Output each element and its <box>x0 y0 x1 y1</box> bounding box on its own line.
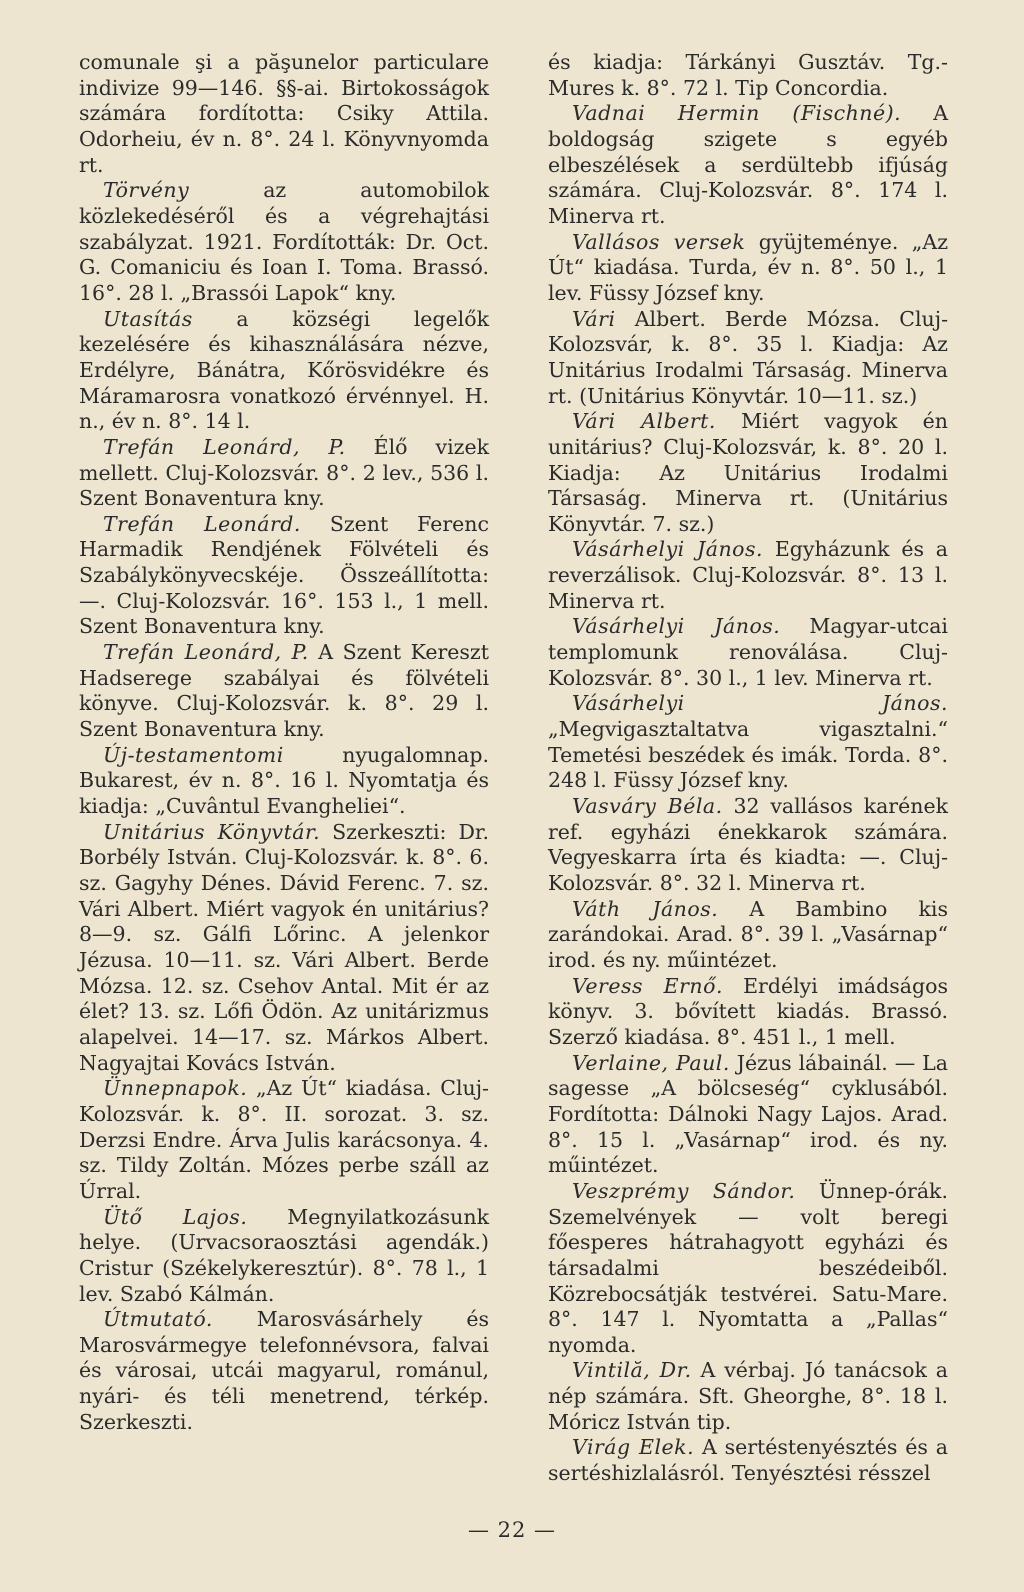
bibliography-entry <box>79 640 489 743</box>
entry-text: Magyar-utcai templomunk renoválása. Cluj-Kolozsvár. 8°. 30 l., 1 lev. Minerva rt. <box>548 614 948 690</box>
bibliography-entry <box>79 1307 489 1435</box>
entry-heading: Vári Albert. <box>572 409 716 434</box>
bibliography-entry <box>79 50 489 178</box>
entry-heading: Vallásos versek <box>572 229 746 254</box>
entry-text: A sertéstenyésztés és a sertéshizlalásról. Tenyésztési résszel <box>548 1435 948 1486</box>
entry-text: „Az Út“ kiadása. Cluj-Kolozsvár. k. 8°. II. sorozat. 3. sz. Derzsi Endre. Árva Julis karácsonya. 4. sz. Tildy Zoltán. Mózes perbe száll az Úrral. <box>79 1076 489 1203</box>
entry-text: Megnyilatkozásunk helye. (Urvacsoraosztási agendák.) Cristur (Székelykeresztúr). 8°. 78 l., 1 lev. Szabó Kálmán. <box>79 1204 489 1306</box>
entry-text: A Szent Kereszt Hadserege szabályai és fölvételi könyve. Cluj-Kolozsvár. k. 8°. 29 l. Szent Bonaventura kny. <box>79 640 489 742</box>
entry-heading: Verlaine, Paul. <box>572 1050 730 1075</box>
bibliography-entry <box>548 1358 948 1435</box>
bibliography-entry <box>548 1435 948 1486</box>
entry-heading: Trefán Leonárd, P. <box>103 640 309 665</box>
entry-heading: Veress Ernő. <box>572 973 723 998</box>
entry-heading: Új-testamentomi <box>103 742 284 767</box>
bibliography-entry <box>548 794 948 897</box>
entry-text: comunale şi a păşunelor particulare indivize 99—146. §§-ai. Birtokosságok számára fordította: Csiky Attila. Odorheiu, év n. 8°. 24 l. Könyvnyomda rt. <box>79 50 489 177</box>
entry-text: az automobilok közlekedéséről és a végrehajtási szabályzat. 1921. Fordították: Dr. Oct. G. Comaniciu és Ioan I. Toma. Brassó. 16°. 28 l. „Brassói Lapok“ kny. <box>79 178 489 305</box>
entry-heading: Ütő Lajos. <box>103 1204 248 1229</box>
bibliography-entry <box>79 743 489 820</box>
entry-heading: Vásárhelyi János. <box>572 691 948 716</box>
entry-text: Marosvásárhely és Marosvármegye telefonnévsora, falvai és városai, utcái magyarul, románul, nyári- és téli menetrend, térkép. Szerkeszti. <box>79 1307 489 1434</box>
entry-heading: Utasítás <box>103 306 193 331</box>
entry-text: Miért vagyok én unitárius? Cluj-Kolozsvár, k. 8°. 20 l. Kiadja: Az Unitárius Irodalmi Társaság. Minerva rt. (Unitárius Könyvtár. 7. sz.) <box>548 409 948 536</box>
bibliography-entry <box>79 1076 489 1204</box>
entry-heading: Törvény <box>103 178 190 203</box>
entry-text: 32 vallásos karének ref. egyházi énekkarok számára. Vegyeskarra írta és kiadta: —. Cluj-Kolozsvár. 8°. 32 l. Minerva rt. <box>548 794 948 895</box>
bibliography-entry <box>548 230 948 307</box>
entry-text: és kiadja: Tárkányi Gusztáv. Tg.-Mures k. 8°. 72 l. Tip Concordia. <box>548 50 948 100</box>
entry-text: Egyházunk és a reverzálisok. Cluj-Kolozsvár. 8°. 13 l. Minerva rt. <box>548 537 948 613</box>
bibliography-entry <box>548 409 948 537</box>
bibliography-entry <box>548 101 948 229</box>
entry-heading: Vintilă, Dr. <box>572 1358 692 1383</box>
bibliography-entry <box>548 307 948 410</box>
entry-text: Ünnep-órák. Szemelvények — volt beregi főesperes hátrahagyott egyházi és társadalmi beszédeiből. Közrebocsátják testvérei. Satu-Mare. 8°. 147 l. Nyomtatta a „Pallas“ nyomda. <box>548 1178 948 1357</box>
bibliography-entry <box>548 537 948 614</box>
entry-text: nyugalomnap. Bukarest, év n. 8°. 16 l. Nyomtatja és kiadja: „Cuvântul Evangheliei“. <box>79 742 489 819</box>
entry-text: Élő vizek mellett. Cluj-Kolozsvár. 8°. 2 lev., 536 l. Szent Bonaventura kny. <box>79 434 489 511</box>
page-number: — 22 — <box>467 1518 557 1542</box>
entry-text: Szerkeszti: Dr. Borbély István. Cluj-Kolozsvár. k. 8°. 6. sz. Gagyhy Dénes. Dávid Ferenc. 7. sz. Vári Albert. Miért vagyok én unitárius? 8—9. sz. Gálfi Lőrinc. A jelenkor Jézusa. 10—11. sz. Vári Albert. Berde Mózsa. 12. sz. Csehov Antal. Mit ér az élet? 13. sz. Lőfi Ödön. Az unitárizmus alapelvei. 14—17. sz. Márkos Albert. Nagyajtai Kovács István. <box>79 819 489 1075</box>
right-column <box>548 50 948 1487</box>
entry-heading: Virág Elek. <box>572 1435 695 1460</box>
bibliography-entry <box>79 307 489 435</box>
entry-heading: Vásárhelyi János. <box>572 537 764 562</box>
entry-text: Erdélyi imádságos könyv. 3. bővített kiadás. Brassó. Szerző kiadása. 8°. 451 l., 1 mell. <box>548 973 948 1049</box>
entry-text: Albert. Berde Mózsa. Cluj-Kolozsvár, k. 8°. 35 l. Kiadja: Az Unitárius Irodalmi Társaság. Minerva rt. (Unitárius Könyvtár. 10—11. sz.) <box>548 306 948 408</box>
left-column <box>79 50 489 1435</box>
bibliography-entry <box>548 614 948 691</box>
entry-text: A boldogság szigete s egyéb elbeszélések a serdültebb ifjúság számára. Cluj-Kolozsvár. 8°. 174 l. Minerva rt. <box>548 101 948 228</box>
bibliography-entry <box>548 691 948 794</box>
entry-heading: Ünnepnapok. <box>103 1076 248 1101</box>
entry-text: A Bambino kis zarándokai. Arad. 8°. 39 l. „Vasárnap“ irod. és ny. műintézet. <box>548 896 948 972</box>
bibliography-entry <box>548 897 948 974</box>
entry-heading: Veszprémy Sándor. <box>572 1178 796 1203</box>
entry-heading: Vári <box>572 306 616 331</box>
bibliography-entry <box>79 820 489 1077</box>
entry-text: Jézus lábainál. — La sagesse „A bölcseség“ cyklusából. Fordította: Dálnoki Nagy Lajos. Arad. 8°. 15 l. „Vasárnap“ irod. és ny. műintézet. <box>548 1050 948 1178</box>
entry-heading: Trefán Leonárd. <box>103 511 301 536</box>
entry-heading: Vásárhelyi János. <box>572 614 781 639</box>
entry-heading: Vadnai Hermin (Fischné). <box>572 101 902 126</box>
entry-heading: Unitárius Könyvtár. <box>103 819 321 844</box>
entry-heading: Útmutató. <box>103 1307 213 1332</box>
bibliography-entry <box>548 50 948 101</box>
bibliography-entry <box>79 178 489 306</box>
entry-text: a községi legelők kezelésére és kihasználására nézve, Erdélyre, Bánátra, Kőrösvidékre és Máramarosra vonatkozó érvénnyel. H. n., év n. 8°. 14 l. <box>79 306 489 434</box>
bibliography-entry <box>548 1179 948 1359</box>
bibliography-entry <box>79 1205 489 1308</box>
entry-heading: Váth János. <box>572 896 719 921</box>
bibliography-entry <box>79 435 489 512</box>
entry-text: A vérbaj. Jó tanácsok a nép számára. Sft. Gheorghe, 8°. 18 l. Móricz István tip. <box>548 1358 948 1434</box>
entry-text: „Megvigasztaltatva vigasztalni.“ Temetési beszédek és imák. Torda. 8°. 248 l. Füssy József kny. <box>548 717 948 793</box>
bibliography-entry <box>79 512 489 640</box>
bibliography-entry <box>548 1051 948 1179</box>
entry-heading: Vasváry Béla. <box>572 794 723 819</box>
entry-text: Szent Ferenc Harmadik Rendjének Fölvételi és Szabálykönyvecskéje. Összeállította: —. Cluj-Kolozsvár. 16°. 153 l., 1 mell. Szent Bonaventura kny. <box>79 511 489 639</box>
entry-heading: Trefán Leonárd, P. <box>103 434 346 459</box>
entry-text: gyüjteménye. „Az Út“ kiadása. Turda, év n. 8°. 50 l., 1 lev. Füssy József kny. <box>548 229 948 305</box>
bibliography-entry <box>548 974 948 1051</box>
